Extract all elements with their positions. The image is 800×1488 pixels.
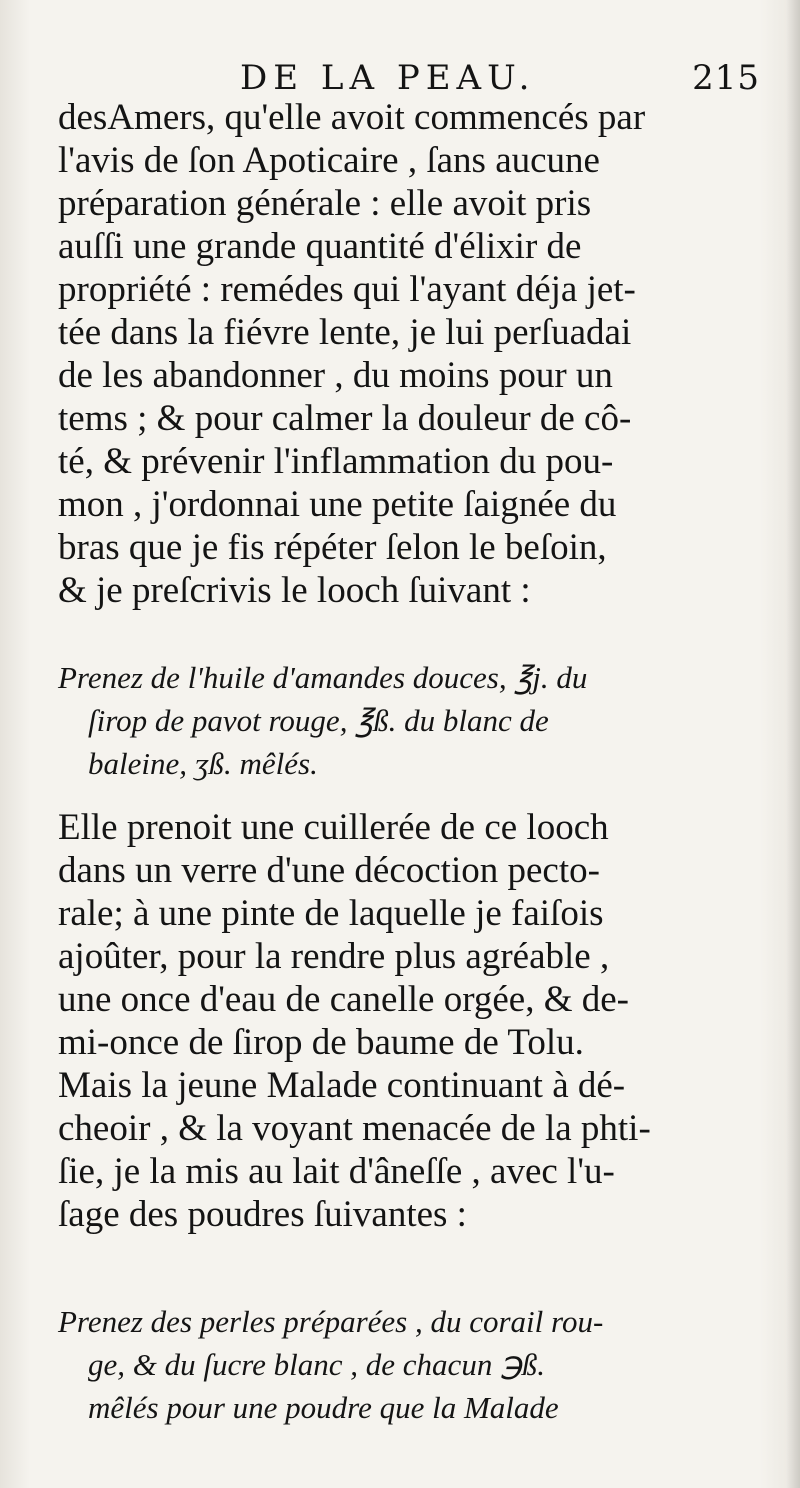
text-line: Elle prenoit une cuillerée de ce looch xyxy=(58,807,609,848)
recipe-line: ſirop de pavot rouge, ℥ß. du blanc de xyxy=(88,703,549,738)
text-line: cheoir , & la voyant menacée de la phti- xyxy=(58,1108,651,1149)
recipe-line: mêlés pour une poudre que la Malade xyxy=(88,1390,559,1425)
text-line: auſſi une grande quantité d'élixir de xyxy=(58,226,582,267)
recipe-line: Prenez de l'huile d'amandes douces, ℥j. du xyxy=(58,660,588,695)
page-edge-shadow xyxy=(786,0,800,1488)
text-line: ajoûter, pour la rendre plus agréable , xyxy=(58,936,610,977)
text-line: ſie, je la mis au lait d'âneſſe , avec l'u- xyxy=(58,1151,615,1192)
text-line: rale; à une pinte de laquelle je faiſois xyxy=(58,893,604,934)
text-line: une once d'eau de canelle orgée, & de- xyxy=(58,979,629,1020)
text-line: bras que je fis répéter ſelon le beſoin, xyxy=(58,527,607,568)
recipe-line: Prenez des perles préparées , du corail rou- xyxy=(58,1304,604,1339)
text-line: mi-once de ſirop de baume de Tolu. xyxy=(58,1022,584,1063)
recipe-line: ge, & du ſucre blanc , de chacun ℈ß. xyxy=(88,1347,545,1382)
text-line: dans un verre d'une décoction pecto- xyxy=(58,850,600,891)
text-line: ſage des poudres ſuivantes : xyxy=(58,1194,467,1235)
text-line: de les abandonner , du moins pour un xyxy=(58,355,613,396)
text-line: desAmers, qu'elle avoit commencés par xyxy=(58,97,646,138)
paragraph-1 xyxy=(58,96,748,612)
paragraph-2 xyxy=(58,806,748,1236)
text-line: tée dans la fiévre lente, je lui perſuadai xyxy=(58,312,632,353)
text-line: préparation générale : elle avoit pris xyxy=(58,183,592,224)
text-line: propriété : remédes qui l'ayant déja jet- xyxy=(58,269,636,310)
text-line: l'avis de ſon Apoticaire , ſans aucune xyxy=(58,140,600,181)
recipe-2 xyxy=(58,1300,758,1429)
text-line: mon , j'ordonnai une petite ſaignée du xyxy=(58,484,617,525)
text-line: tems ; & pour calmer la douleur de cô- xyxy=(58,398,632,439)
recipe-1 xyxy=(58,656,758,785)
text-line: Mais la jeune Malade continuant à dé- xyxy=(58,1065,626,1106)
recipe-line: baleine, ʒß. mêlés. xyxy=(88,746,318,781)
text-line: té, & prévenir l'inflammation du pou- xyxy=(58,441,614,482)
running-head: DE LA PEAU. xyxy=(240,58,536,98)
text-line: & je preſcrivis le looch ſuivant : xyxy=(58,570,531,611)
page-number: 215 xyxy=(692,58,760,98)
